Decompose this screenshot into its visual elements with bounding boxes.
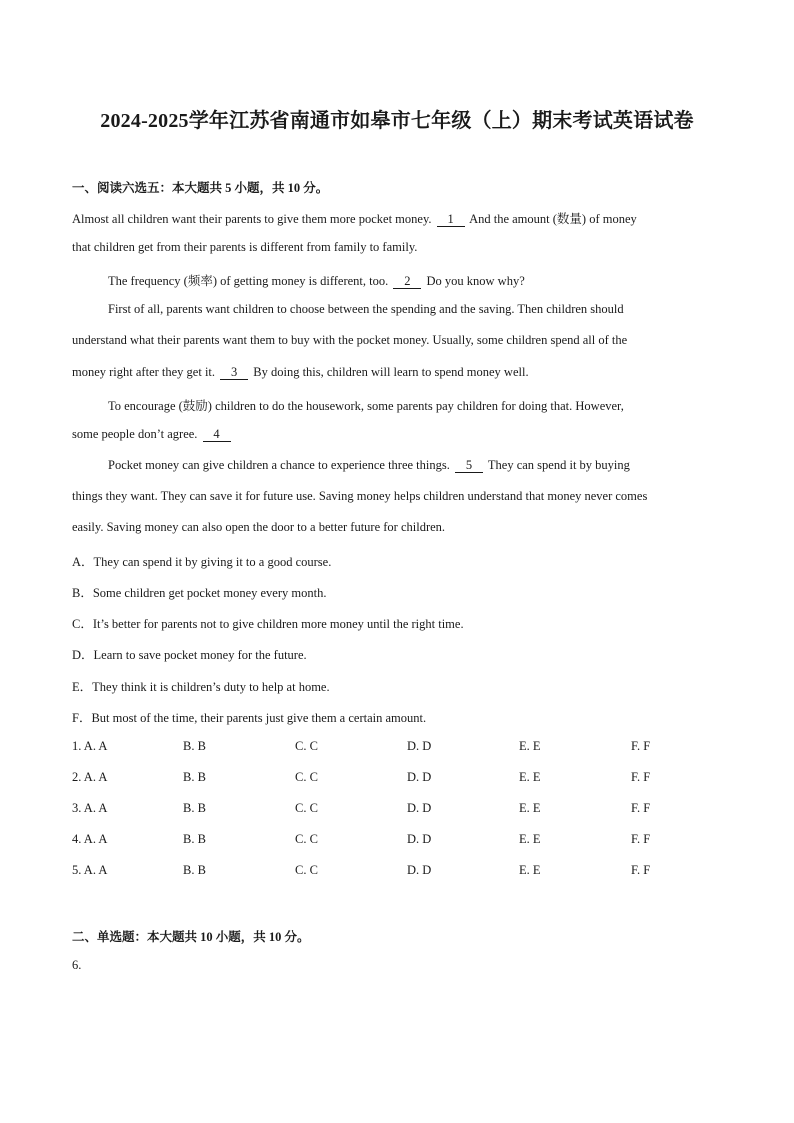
paragraph-5-line-3: easily. Saving money can also open the door to a better future for children.: [72, 520, 446, 534]
answer-row-2: [72, 770, 732, 788]
answer-option[interactable]: B. B: [183, 863, 206, 877]
answer-option[interactable]: E. E: [519, 739, 541, 753]
section-1-heading: 一、阅读六选五：本大题共 5 小题，共 10 分。: [72, 181, 329, 195]
answer-option[interactable]: C. C: [295, 863, 318, 877]
answer-option[interactable]: B. B: [183, 832, 206, 846]
answer-option[interactable]: 1. A. A: [72, 739, 108, 753]
answer-option[interactable]: C. C: [295, 832, 318, 846]
section-2-heading: 二、单选题：本大题共 10 小题，共 10 分。: [72, 930, 310, 944]
paragraph-2: [108, 271, 768, 289]
answer-option[interactable]: E. E: [519, 770, 541, 784]
answer-option[interactable]: B. B: [183, 739, 206, 753]
paragraph-5-line-1: [108, 458, 768, 473]
paragraph-3-line-2: understand what their parents want them to buy with the pocket money. Usually, some children spend all of the: [72, 333, 628, 347]
paragraph-3-line-1: First of all, parents want children to choose between the spending and the saving. Then children should: [108, 302, 624, 316]
paragraph-text: Pocket money can give children a chance to experience three things.: [108, 458, 450, 472]
answer-option[interactable]: D. D: [407, 801, 432, 815]
answer-option[interactable]: E. E: [519, 801, 541, 815]
choice-b: B．Some children get pocket money every month.: [72, 586, 327, 600]
answer-option[interactable]: C. C: [295, 801, 318, 815]
choice-e: E．They think it is children’s duty to help at home.: [72, 680, 330, 694]
answer-option[interactable]: D. D: [407, 770, 432, 784]
paragraph-text: The frequency (频率) of getting money is different, too.: [108, 274, 389, 288]
answer-option[interactable]: D. D: [407, 832, 432, 846]
answer-option[interactable]: C. C: [295, 739, 318, 753]
blank-2: 2: [393, 275, 421, 289]
choice-c: C．It’s better for parents not to give children more money until the right time.: [72, 617, 464, 631]
paragraph-text: They can spend it by buying: [487, 458, 630, 472]
blank-4: 4: [203, 428, 231, 442]
paragraph-text: And the amount (数量) of money: [469, 212, 637, 226]
answer-option[interactable]: 2. A. A: [72, 770, 108, 784]
paragraph-4-line-1: To encourage (鼓励) children to do the housework, some parents pay children for doing that. However,: [108, 399, 624, 413]
paragraph-text: Do you know why?: [426, 274, 525, 288]
blank-1: 1: [437, 213, 465, 227]
answer-option[interactable]: B. B: [183, 801, 206, 815]
answer-option[interactable]: C. C: [295, 770, 318, 784]
answer-row-3: [72, 801, 732, 819]
answer-option[interactable]: E. E: [519, 832, 541, 846]
paragraph-3-line-3: [72, 365, 732, 380]
blank-3: 3: [220, 366, 248, 380]
paragraph-4-line-2: [72, 427, 732, 442]
paragraph-1-line-2: that children get from their parents is different from family to family.: [72, 240, 418, 254]
paragraph-text: Almost all children want their parents to give them more pocket money.: [72, 212, 432, 226]
answer-option[interactable]: 4. A. A: [72, 832, 108, 846]
paragraph-text: some people don’t agree.: [72, 427, 198, 441]
paragraph-1-line-1: [72, 209, 732, 227]
page-title: 2024-2025学年江苏省南通市如皋市七年级（上）期末考试英语试卷: [100, 110, 694, 132]
answer-option[interactable]: F. F: [631, 739, 651, 753]
choice-f: F．But most of the time, their parents just give them a certain amount.: [72, 711, 427, 725]
question-6-number: 6.: [72, 958, 82, 972]
answer-option[interactable]: D. D: [407, 863, 432, 877]
answer-option[interactable]: E. E: [519, 863, 541, 877]
paragraph-text: By doing this, children will learn to spend money well.: [253, 365, 529, 379]
answer-option[interactable]: 5. A. A: [72, 863, 108, 877]
paragraph-text: money right after they get it.: [72, 365, 216, 379]
answer-option[interactable]: F. F: [631, 770, 651, 784]
choice-d: D．Learn to save pocket money for the future.: [72, 648, 307, 662]
answer-row-4: [72, 832, 732, 850]
answer-option[interactable]: 3. A. A: [72, 801, 108, 815]
answer-option[interactable]: F. F: [631, 863, 651, 877]
answer-option[interactable]: B. B: [183, 770, 206, 784]
answer-option[interactable]: F. F: [631, 832, 651, 846]
choice-a: A．They can spend it by giving it to a good course.: [72, 555, 332, 569]
answer-option[interactable]: F. F: [631, 801, 651, 815]
answer-row-1: [72, 739, 732, 757]
blank-5: 5: [455, 459, 483, 473]
paragraph-5-line-2: things they want. They can save it for future use. Saving money helps children understand that money never comes: [72, 489, 648, 503]
answer-option[interactable]: D. D: [407, 739, 432, 753]
answer-row-5: [72, 863, 732, 881]
